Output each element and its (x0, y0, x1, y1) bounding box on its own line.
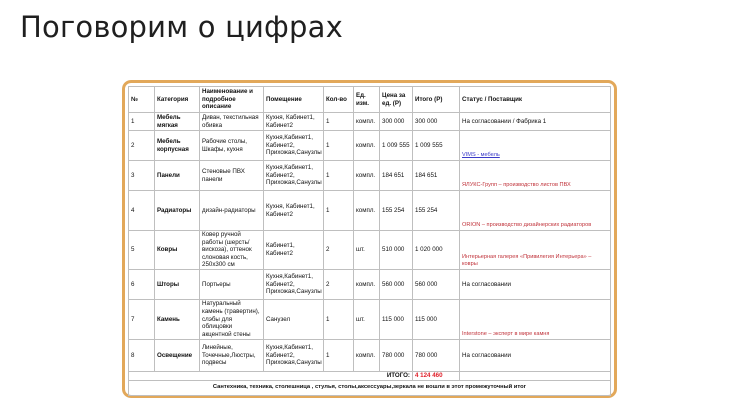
cell-room: Кухня,Кабинет1, Кабинет2, Прихожая,Санузлы (264, 161, 324, 191)
cell-total: 560 000 (413, 269, 460, 299)
cell-price: 300 000 (380, 113, 413, 131)
specification-frame (122, 80, 617, 398)
cell-qty: 2 (324, 231, 354, 270)
cell-total: 780 000 (413, 339, 460, 371)
cell-num: 1 (129, 113, 155, 131)
cell-room: Кухня,Кабинет1, Кабинет2, Прихожая,Санузлы (264, 339, 324, 371)
header-unit: Ед. изм. (354, 87, 380, 113)
header-price: Цена за ед. (Р) (380, 87, 413, 113)
header-category: Категория (155, 87, 200, 113)
header-total: Итого (Р) (413, 87, 460, 113)
table-row (129, 339, 611, 371)
cell-qty: 1 (324, 299, 354, 339)
table-note: Сантехника, техника, столешница , стулья, столы,аксессуары,зеркала не вошли в этот промежуточный итог (129, 380, 611, 395)
cell-category: Ковры (155, 231, 200, 270)
total-label: ИТОГО: (129, 371, 413, 380)
cell-name: Портьеры (200, 269, 264, 299)
supplier-link-yaluks[interactable]: ЯЛУКС-Групп – производство листов ПВХ (460, 161, 611, 191)
table-header-row (129, 87, 611, 113)
cell-unit: компл. (354, 113, 380, 131)
cell-num: 8 (129, 339, 155, 371)
cell-price: 1 009 555 (380, 131, 413, 161)
cell-price: 155 254 (380, 191, 413, 231)
cell-num: 7 (129, 299, 155, 339)
cell-category: Шторы (155, 269, 200, 299)
cell-unit: компл. (354, 161, 380, 191)
cell-name: Рабочие столы, Шкафы, кухня (200, 131, 264, 161)
cell-category: Панели (155, 161, 200, 191)
cell-unit: компл. (354, 131, 380, 161)
cell-name: дизайн-радиаторы (200, 191, 264, 231)
cell-qty: 2 (324, 269, 354, 299)
cell-unit: компл. (354, 339, 380, 371)
cell-status: На согласовании (460, 339, 611, 371)
cell-name: Стеновые ПВХ панели (200, 161, 264, 191)
cell-price: 510 000 (380, 231, 413, 270)
cell-total: 1 009 555 (413, 131, 460, 161)
cell-unit: шт. (354, 299, 380, 339)
cell-name: Линейные, Точечные,Люстры, подвесы (200, 339, 264, 371)
cell-category: Камень (155, 299, 200, 339)
cell-qty: 1 (324, 161, 354, 191)
page-title: Поговорим о цифрах (20, 10, 343, 44)
total-row (129, 371, 611, 380)
supplier-link-orion[interactable]: ORION – производство дизайнерских радиаторов (460, 191, 611, 231)
cell-num: 4 (129, 191, 155, 231)
cell-num: 2 (129, 131, 155, 161)
header-num: № (129, 87, 155, 113)
note-row (129, 380, 611, 395)
cell-name: Ковер ручной работы (шерсть/вискоза), оттенок слоновая кость, 250х300 см (200, 231, 264, 270)
cell-name: Натуральный камень (травертин), слэбы для облицовки акцентной стены (200, 299, 264, 339)
supplier-link-interstone[interactable]: Interstone – эксперт в мире камня (460, 299, 611, 339)
cell-qty: 1 (324, 113, 354, 131)
header-qty: Кол-во (324, 87, 354, 113)
cell-total: 184 651 (413, 161, 460, 191)
cell-room: Кухня, Кабинет1, Кабинет2 (264, 191, 324, 231)
header-status: Статус / Поставщик (460, 87, 611, 113)
cell-status: На согласовании (460, 269, 611, 299)
cell-category: Радиаторы (155, 191, 200, 231)
table-row (129, 161, 611, 191)
cell-category: Мебель корпусная (155, 131, 200, 161)
cell-room: Кухня,Кабинет1, Кабинет2, Прихожая,Санузлы (264, 131, 324, 161)
cell-price: 780 000 (380, 339, 413, 371)
table-row (129, 191, 611, 231)
supplier-link-carpet-gallery[interactable]: Интерьерная галерея «Привилегия Интерьера» – ковры (460, 231, 611, 270)
cell-name: Диван, текстильная обивка (200, 113, 264, 131)
cell-room: Санузел (264, 299, 324, 339)
cell-num: 5 (129, 231, 155, 270)
table-row (129, 113, 611, 131)
cell-price: 115 000 (380, 299, 413, 339)
cell-unit: компл. (354, 191, 380, 231)
cell-category: Освещение (155, 339, 200, 371)
table-row (129, 269, 611, 299)
total-empty-cell (460, 371, 611, 380)
cell-qty: 1 (324, 339, 354, 371)
header-room: Помещение (264, 87, 324, 113)
cell-total: 115 000 (413, 299, 460, 339)
cell-price: 560 000 (380, 269, 413, 299)
specification-table (128, 86, 611, 396)
cell-num: 3 (129, 161, 155, 191)
cell-qty: 1 (324, 131, 354, 161)
cell-unit: шт. (354, 231, 380, 270)
header-name: Наименование и подробное описание (200, 87, 264, 113)
cell-room: Кухня,Кабинет1, Кабинет2, Прихожая,Санузлы (264, 269, 324, 299)
cell-qty: 1 (324, 191, 354, 231)
table-row (129, 131, 611, 161)
cell-price: 184 651 (380, 161, 413, 191)
cell-unit: компл. (354, 269, 380, 299)
table-row (129, 231, 611, 270)
cell-total: 300 000 (413, 113, 460, 131)
cell-room: Кухня, Кабинет1, Кабинет2 (264, 113, 324, 131)
supplier-link-vims[interactable]: VIMS - мебель (460, 131, 611, 161)
cell-total: 1 020 000 (413, 231, 460, 270)
cell-room: Кабинет1, Кабинет2 (264, 231, 324, 270)
table-row (129, 299, 611, 339)
cell-total: 155 254 (413, 191, 460, 231)
cell-status: На согласовании / Фабрика 1 (460, 113, 611, 131)
cell-num: 6 (129, 269, 155, 299)
total-value: 4 124 460 (413, 371, 460, 380)
cell-category: Мебель мягкая (155, 113, 200, 131)
